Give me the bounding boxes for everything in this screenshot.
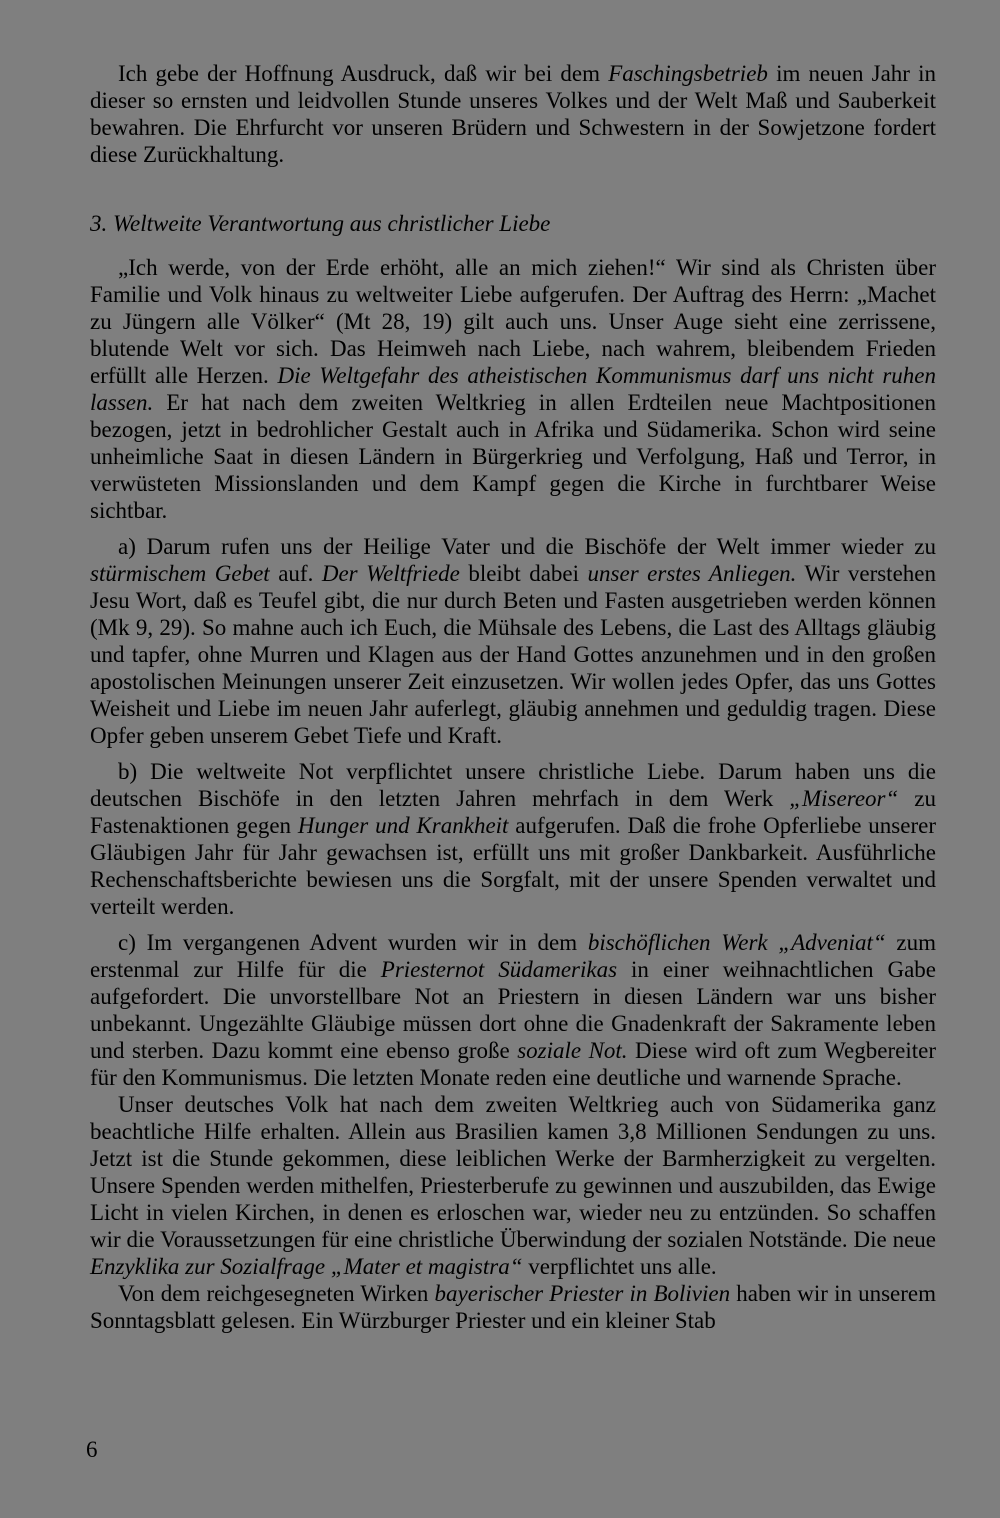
- text-run: „Ich werde, von der Erde erhöht, alle an mich ziehen!“ Wir sind als Christen über Familie und Volk hinaus zu weltweiter Liebe aufgerufen. Der Auftrag des Herrn: „Machet zu Jüngern alle Völker“ (Mt 28, 19) gilt auch uns. Unser Auge sieht eine zerrissene, blutende Welt vor sich. Das Heimweh nach Liebe, nach wahrem, bleibendem Frieden erfüllt alle Herzen.: [90, 255, 936, 388]
- italic-run: Faschingsbetrieb: [608, 61, 768, 86]
- italic-run: soziale Not.: [517, 1038, 628, 1063]
- text-run: Diese wird oft zum Wegbereiter für den Kommunismus. Die letzten Monate reden eine deutliche und warnende Sprache.: [90, 1038, 936, 1090]
- text-run: zum erstenmal zur Hilfe für die: [90, 930, 936, 982]
- text-run: auf.: [269, 561, 322, 586]
- section-heading: 3. Weltweite Verantwortung aus christlicher Liebe: [90, 211, 551, 236]
- text-run: zu Fastenaktionen gegen: [90, 786, 936, 838]
- text-run: bleibt dabei: [459, 561, 588, 586]
- paragraph-suedamerika-hilfe: [90, 1091, 936, 1280]
- italic-run: bischöflichen Werk „Adveniat“: [587, 930, 886, 955]
- italic-run: unser erstes Anliegen.: [587, 561, 797, 586]
- paragraph-fasching: [90, 60, 936, 168]
- text-run: b) Die weltweite Not verpflichtet unsere christliche Liebe. Darum haben uns die deutschen Bischöfe in den letzten Jahren mehrfach in dem Werk: [90, 759, 936, 811]
- text-run: verpflichtet uns alle.: [522, 1254, 717, 1279]
- paragraph-c-adveniat: [90, 929, 936, 1091]
- text-run: c) Im vergangenen Advent wurden wir in dem: [118, 930, 588, 955]
- page-number: 6: [86, 1437, 98, 1462]
- italic-run: Priesternot Südamerikas: [380, 957, 618, 982]
- italic-run: Die Weltgefahr des atheistischen Kommunismus darf uns nicht ruhen lassen.: [90, 363, 936, 415]
- paragraph-a-gebet: [90, 533, 936, 749]
- italic-run: Der Weltfriede: [321, 561, 460, 586]
- text-run: Wir verstehen Jesu Wort, daß es Teufel gibt, die nur durch Beten und Fasten ausgetrieben werden können (Mk 9, 29). So mahne auch ich Euch, die Mühsale des Lebens, die Last des Alltags gläubig und tapfer, ohne Murren und Klagen aus der Hand Gottes anzunehmen und in den großen apostolischen Meinungen unserer Zeit einzusetzen. Wir wollen jedes Opfer, das uns Gottes Weisheit und Liebe im neuen Jahr auferlegt, gläubig annehmen und geduldig tragen. Diese Opfer geben unserem Gebet Tiefe und Kraft.: [90, 561, 936, 748]
- paragraph-b-misereor: [90, 758, 936, 920]
- italic-run: stürmischem Gebet: [90, 561, 270, 586]
- text-run: a) Darum rufen uns der Heilige Vater und die Bischöfe der Welt immer wieder zu: [118, 534, 936, 559]
- text-run: im neuen Jahr in dieser so ernsten und leidvollen Stunde unseres Volkes und der Welt Maß und Sauberkeit bewahren. Die Ehrfurcht vor unseren Brüdern und Schwestern in der Sowjetzone fordert diese Zurückhaltung.: [90, 61, 937, 167]
- italic-run: Hunger und Krankheit: [297, 813, 509, 838]
- italic-run: bayerischer Priester in Bolivien: [434, 1281, 731, 1306]
- italic-run: „Misereor“: [789, 786, 899, 811]
- text-run: haben wir in unserem Sonntagsblatt gelesen. Ein Würzburger Priester und ein kleiner Stab: [90, 1281, 937, 1333]
- paragraph-bolivien: [90, 1280, 936, 1334]
- paragraph-weltweite-liebe: [90, 254, 936, 524]
- text-run: Unser deutsches Volk hat nach dem zweiten Weltkrieg auch von Südamerika ganz beachtliche Hilfe erhalten. Allein aus Brasilien kamen 3,8 Millionen Sendungen zu uns. Jetzt ist die Stunde gekommen, diese leiblichen Werke der Barmherzigkeit zu vergelten. Unsere Spenden werden mithelfen, Priesterberufe zu gewinnen und auszubilden, das Ewige Licht in vielen Kirchen, in denen es erloschen war, wieder neu zu entzünden. So schaffen wir die Voraussetzungen für eine christliche Überwindung der sozialen Notstände. Die neue: [90, 1092, 936, 1252]
- text-run: in einer weihnachtlichen Gabe aufgefordert. Die unvorstellbare Not an Priestern in diesen Ländern war uns bisher unbekannt. Ungezählte Gläubige müssen dort ohne die Gnadenkraft der Sakramente leben und sterben. Dazu kommt eine ebenso große: [90, 957, 936, 1063]
- text-run: aufgerufen. Daß die frohe Opferliebe unserer Gläubigen Jahr für Jahr gewachsen ist, erfüllt uns mit großer Dankbarkeit. Ausführliche Rechenschaftsberichte bewiesen uns die Sorgfalt, mit der unsere Spenden verwaltet und verteilt werden.: [90, 813, 936, 919]
- text-run: Er hat nach dem zweiten Weltkrieg in allen Erdteilen neue Machtpositionen bezogen, jetzt in bedrohlicher Gestalt auch in Afrika und Südamerika. Schon wird seine unheimliche Saat in diesen Ländern in Bürgerkrieg und Verfolgung, Haß und Terror, in verwüsteten Missionslanden und dem Kampf gegen die Kirche in furchtbarer Weise sichtbar.: [90, 390, 936, 523]
- italic-run: Enzyklika zur Sozialfrage „Mater et magistra“: [90, 1254, 523, 1279]
- text-run: Ich gebe der Hoffnung Ausdruck, daß wir bei dem: [118, 61, 609, 86]
- text-run: Von dem reichgesegneten Wirken: [118, 1281, 435, 1306]
